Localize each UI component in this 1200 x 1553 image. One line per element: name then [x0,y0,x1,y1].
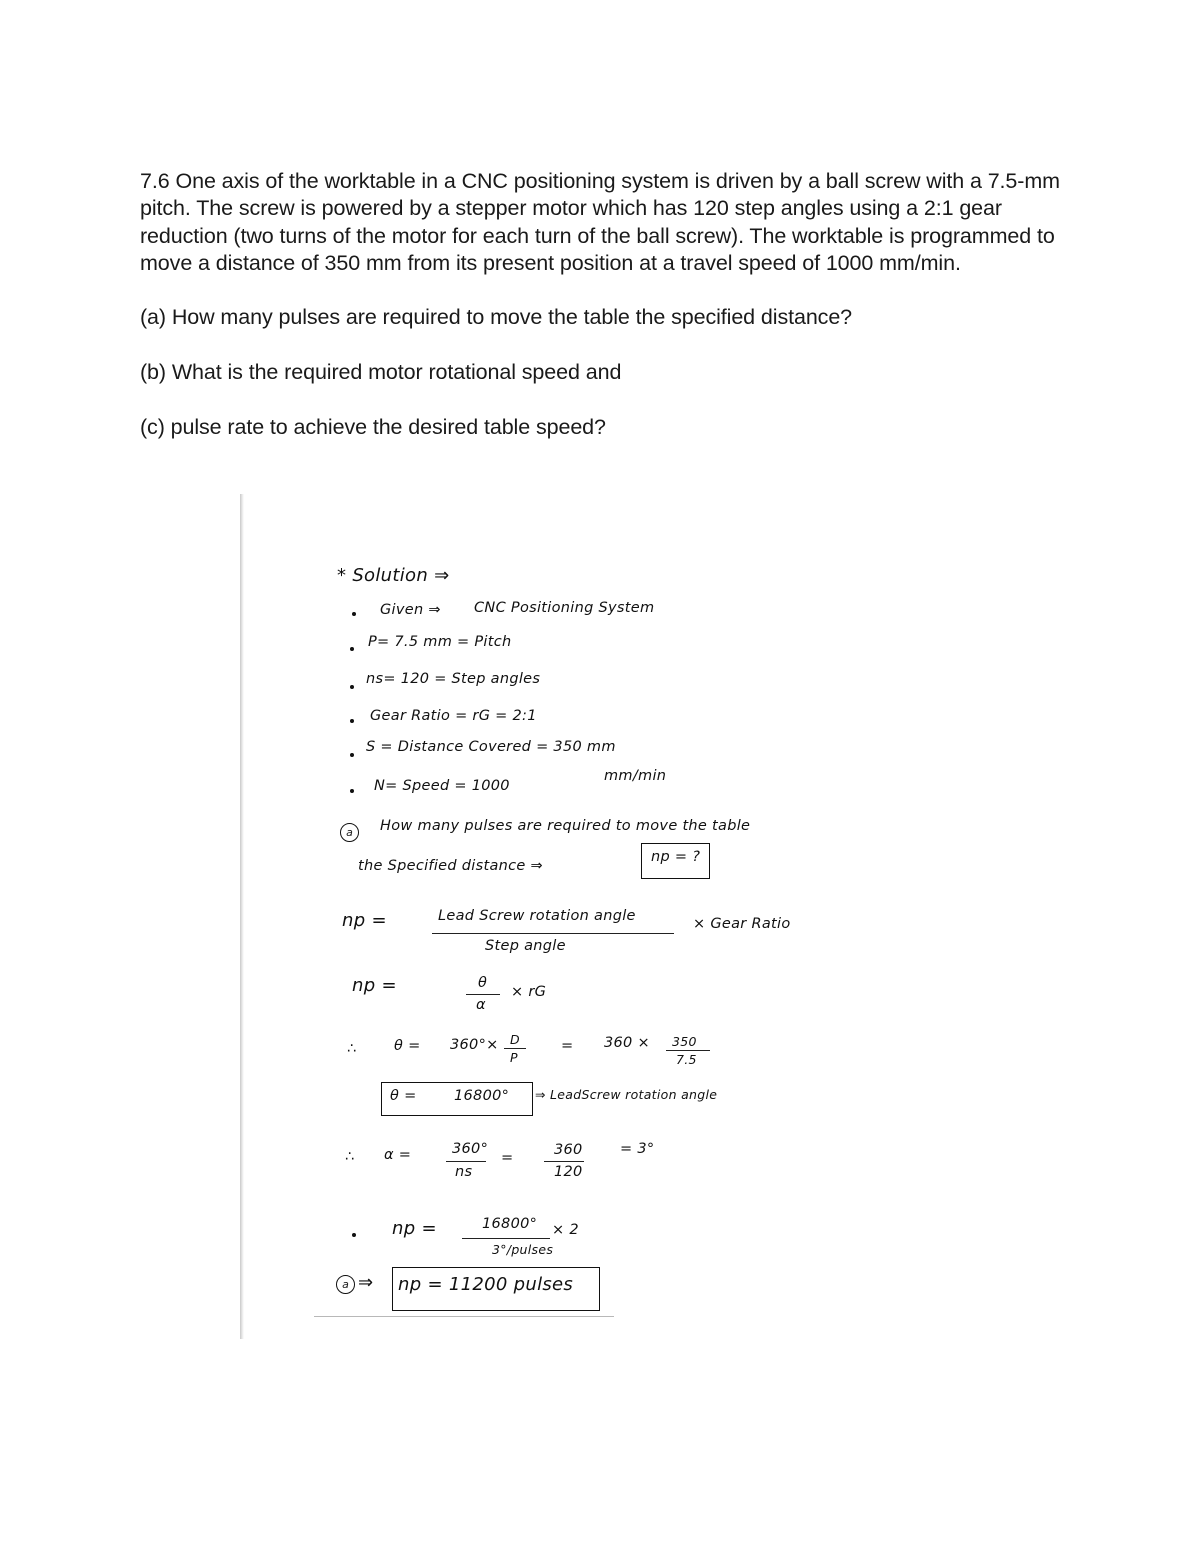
np-lhs-3: np = [392,1218,437,1239]
equals-sign: = [561,1038,574,1054]
speed-unit: mm/min [604,768,667,784]
alpha-denominator: ns [455,1164,473,1180]
part-a-marker: a [340,823,359,842]
bullet [350,719,354,723]
np-formula-denominator: Step angle [485,938,566,954]
scan-bottom-line [314,1316,614,1317]
given-label: Given ⇒ [380,602,441,618]
problem-statement: 7.6 One axis of the worktable in a CNC positioning system is driven by a ball screw with a 7.5-mm pitch. The screw is powered by a stepper motor which has 120 step angles using a 2:1 gear reduction (two turns of the motor for each turn of the ball screw). The worktable is programmed to move a distance of 350 mm from its present position at a travel speed of 1000 mm/min. [140,169,1060,275]
fraction-bar [462,1238,550,1239]
therefore-symbol: ∴ [347,1041,357,1057]
alpha-numerator-2: 360 [554,1142,583,1158]
pitch-line: P= 7.5 mm = Pitch [368,634,512,650]
question-c: (c) pulse rate to achieve the desired table speed? [140,415,606,440]
theta-result: 16800° [454,1088,510,1104]
distance-line: S = Distance Covered = 350 mm [366,739,616,755]
bullet [350,789,354,793]
theta-rhs: 360 × [604,1035,650,1051]
fraction-numerator: 350 [672,1034,697,1049]
theta-result-lhs: θ = [390,1088,417,1104]
fraction-bar [504,1048,526,1049]
speed-line: N= Speed = 1000 [374,778,510,794]
fraction-bar [666,1050,710,1051]
alpha-symbol: α [476,997,486,1013]
np-numerator: 16800° [482,1216,538,1232]
P-symbol: P [510,1050,518,1065]
final-answer: np = 11200 pulses [398,1274,574,1295]
np-times-2: × 2 [552,1222,579,1238]
bullet [350,753,354,757]
times-rg: × rG [511,984,547,1000]
theta-eq: θ = [394,1038,421,1054]
np-formula-lhs: np = [342,910,387,931]
step-angles-line: ns= 120 = Step angles [366,671,541,687]
theta-360: 360°× [450,1037,499,1053]
final-arrow: ⇒ [358,1272,374,1293]
bullet [350,685,354,689]
alpha-numerator: 360° [452,1141,489,1157]
solution-header: * Solution ⇒ [337,565,450,586]
part-a-question-line2: the Specified distance ⇒ [358,858,544,874]
theta-result-note: ⇒ LeadScrew rotation angle [535,1087,718,1102]
fraction-bar [466,994,500,995]
gear-ratio-line: Gear Ratio = rG = 2:1 [370,708,537,724]
fraction-bar [446,1161,486,1162]
bullet [352,612,356,616]
bullet [350,647,354,651]
scan-left-edge [240,494,244,1339]
fraction-bar [432,933,674,934]
fraction-denominator: 7.5 [676,1052,697,1067]
alpha-eq: α = [384,1147,412,1163]
np-formula-times-gear: × Gear Ratio [693,916,791,932]
bullet [352,1233,356,1237]
therefore-symbol-2: ∴ [345,1149,355,1165]
equals-sign: = [501,1150,514,1166]
np-denominator: 3°/pulses [492,1242,554,1257]
np-lhs-2: np = [352,975,397,996]
final-marker: a [336,1275,355,1294]
fraction-bar [544,1161,584,1162]
np-unknown: np = ? [651,849,701,865]
problem-text [140,168,1070,469]
question-a: (a) How many pulses are required to move the table the specified distance? [140,305,853,330]
part-a-question-line1: How many pulses are required to move the table [380,818,751,834]
given-value: CNC Positioning System [474,600,655,616]
question-b: (b) What is the required motor rotational speed and [140,360,622,385]
D-symbol: D [510,1032,520,1047]
alpha-result: = 3° [620,1141,655,1157]
alpha-denominator-2: 120 [554,1164,583,1180]
np-formula-numerator: Lead Screw rotation angle [438,908,636,924]
theta-symbol: θ [478,975,488,991]
